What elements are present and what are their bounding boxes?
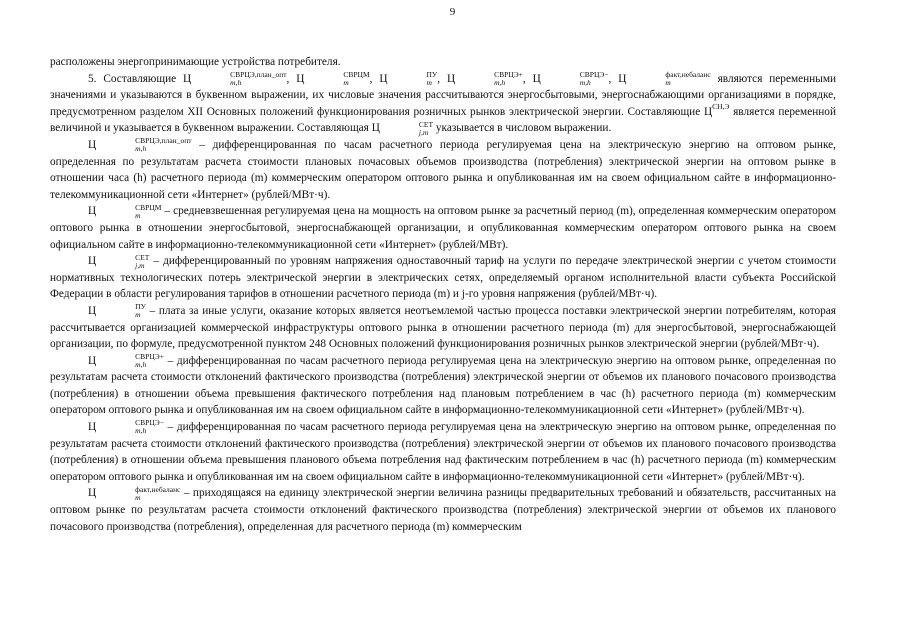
page-number: 9 xyxy=(449,6,456,18)
symbol-c-pu-def: Ц ПУ m xyxy=(88,302,146,320)
symbol-c-sn: $Ц^{СН,Э}$ xyxy=(703,101,730,118)
symbol-c-pu: Ц ПУ m xyxy=(379,70,438,87)
definition-set: Ц СЕТ j,m – дифференцированный по уровням напряжения одноставочный тариф на услуги по передаче электрической энергии с учетом стоимости нормативных технологических потерь электрической энергии в электрических сетях, определяемый органом исполнительной власти субъекта Российской Федерации в области регулирования тарифов в отношении расчетного периода (m) и j-го уровня напряжения (рублей/МВт·ч). xyxy=(50,252,836,301)
definition-fakt: Ц факт,небаланс m – приходящаяся на единицу электрической энергии величина разницы предварительных требований и обязательств, рассчитанных на оптовом рынке по результатам расчета стоимости отклонений фактического производства (потребления) электрической энергии от объемов их планового почасового производства (потребления), определенная для расчетного периода (m) коммерческим xyxy=(50,484,836,533)
symbol-c-svrcm-def: Ц СВРЦМ m xyxy=(88,202,162,220)
symbol-c-set: Ц СЕТ j,m xyxy=(371,119,434,137)
symbol-c-svrcz-minus: Ц СВРЦЭ− m,h xyxy=(532,70,609,87)
symbol-c-fakt: Ц факт,небаланс m xyxy=(618,70,711,87)
definition-pu: Ц ПУ m – плата за иные услуги, оказание которых является неотъемлемой частью процесса поставки электрической энергии потребителям, которая рассчитывается организацией коммерческой инфраструктуры оптового рынка в отношении расчетного периода (m) для энергосбытовой, энергоснабжающей организации, по формуле, предусмотренной пунктом 248 Основных положений функционирования розничных рынков электрической энергии (рублей/МВт·ч). xyxy=(50,302,836,351)
symbol-c-svrcz-plus: Ц СВРЦЭ+ m,h xyxy=(446,70,523,87)
definition-svrcz-plan-opt: Ц СВРЦЭ,план_опт m,h – дифференцированная по часам расчетного периода регулируемая цена на электрическую энергию на оптовом рынке, определенная по результатам расчета стоимости плановых почасовых объемов производства (потребления) электрической энергии на оптовом рынке в отношении часа (h) расчетного периода (m) коммерческим оператором оптового рынка и опубликованная им на своем официальном сайте в информационно-телекоммуникационной сети «Интернет» (рублей/МВт·ч). xyxy=(50,136,836,201)
symbol-c-svrcz-minus-def: Ц СВРЦЭ− m,h xyxy=(88,418,164,436)
definition-svrcz-minus: Ц СВРЦЭ− m,h – дифференцированная по часам расчетного периода регулируемая цена на электрическую энергию на оптовом рынке, определенная по результатам расчета стоимости отклонений фактического производства (потребления) электрической энергии от объемов их планового почасового производства (потребления) в отношении объема превышения планового объема потребления над фактическим потреблением в час (h) расчетного периода (m) коммерческим оператором оптового рынка и опубликованная им на своем официальном сайте в информационно-телекоммуникационной сети «Интернет» (рублей/МВт·ч). xyxy=(50,418,836,483)
definition-svrcm: Ц СВРЦМ m – средневзвешенная регулируемая цена на мощность на оптовом рынке за расчетный период (m), определенная коммерческим оператором оптового рынка в отношении энергосбытовой, энергоснабжающей организации, и опубликованная коммерческим оператором оптового рынка на своем официальном сайте в информационно-телекоммуникационной сети «Интернет» (рублей/МВт). xyxy=(50,202,836,251)
symbol-c-svrcz-plus-def: Ц СВРЦЭ+ m,h xyxy=(88,352,164,370)
symbol-c-set-def: Ц СЕТ j,m xyxy=(88,252,150,270)
paragraph-5: 5. Составляющие Ц СВРЦЭ,план_опт m,h , Ц СВРЦМ m , Ц ПУ m , Ц СВРЦЭ+ m,h , Ц СВРЦЭ− m,h , Ц факт,небаланс m являются переменными значениями и указываются в буквенном выражении, их числовые значения рассчитываются энергосбытовыми, энергоснабжающими организациями в порядке, предусмотренном разделом XII Основных положений функционирования розничных рынков электрической энергии. Составляющие $Ц^{СН,Э}$ является переменной величиной и указывается в буквенном выражении. Составляющая Ц СЕТ j,m указывается в числовом выражении. xyxy=(50,70,837,137)
symbol-c-fakt-def: Ц факт,небаланс m xyxy=(88,484,181,502)
symbol-c-svrcm: Ц СВРЦМ m xyxy=(296,70,370,87)
symbol-c-svrcz-plan-opt-def: Ц СВРЦЭ,план_опт m,h xyxy=(88,136,192,154)
document-body xyxy=(50,54,836,535)
definition-svrcz-plus: Ц СВРЦЭ+ m,h – дифференцированная по часам расчетного периода регулируемая цена на электрическую энергию на оптовом рынке, определенная по результатам расчета стоимости отклонений фактического производства (потребления) электрической энергии от объемов их планового почасового производства (потребления) в отношении объема превышения фактического потребления над плановым потреблением в час (h) расчетного периода (m) коммерческим оператором оптового рынка и опубликованная им на своем официальном сайте в информационно-телекоммуникационной сети «Интернет» (рублей/МВт·ч). xyxy=(50,352,836,417)
paragraph-continuation: расположены энергопринимающие устройства потребителя. xyxy=(50,56,341,68)
symbol-c-svrcz-plan-opt: Ц СВРЦЭ,план_опт m,h xyxy=(183,70,287,87)
